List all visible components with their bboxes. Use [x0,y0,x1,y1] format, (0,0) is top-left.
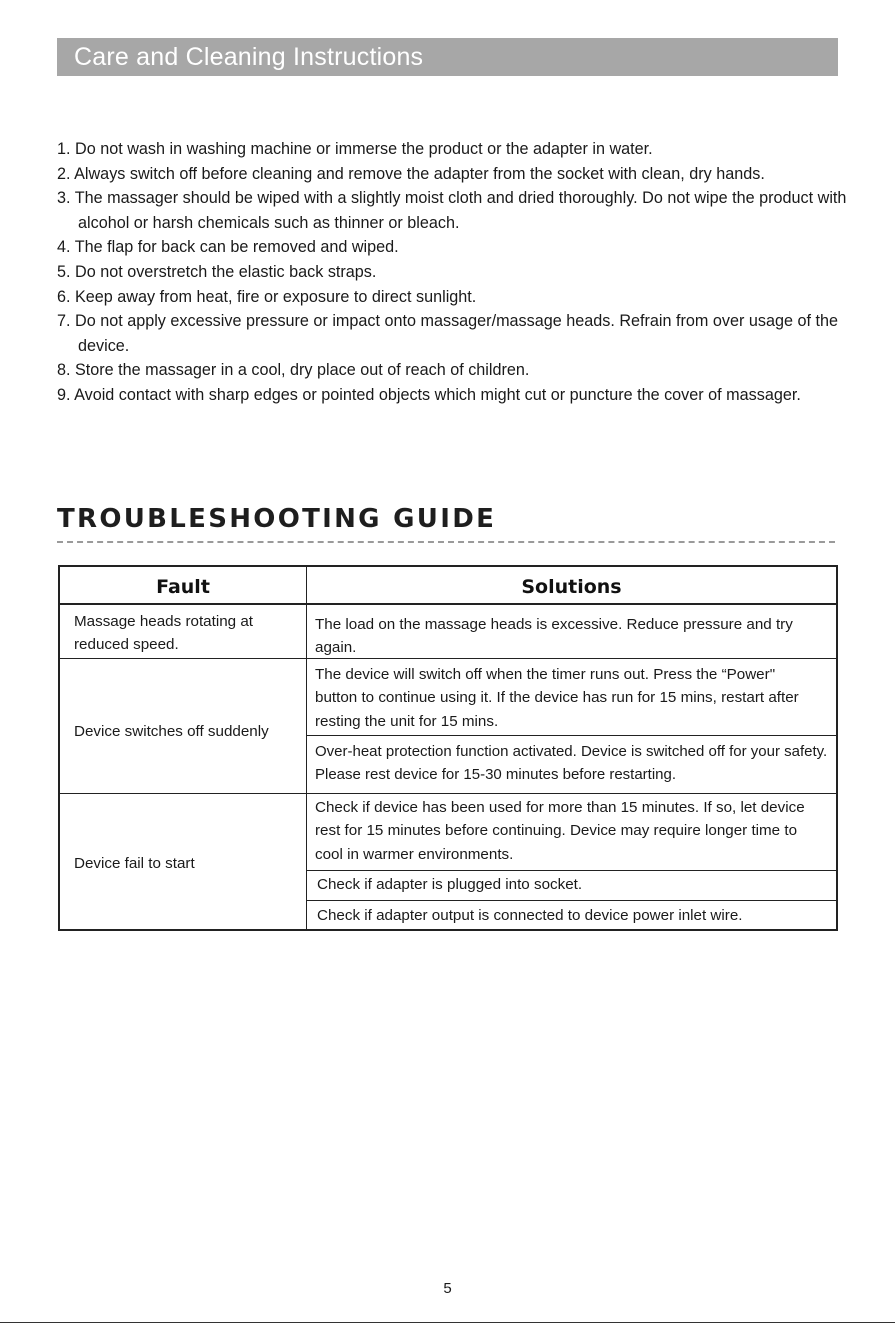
care-instructions-list [57,137,847,408]
troubleshooting-title: TROUBLESHOOTING GUIDE [57,504,497,534]
bottom-divider [0,1322,895,1323]
page-number: 5 [443,1280,452,1297]
table-subrow-divider [306,900,838,901]
table-row-divider [58,793,838,794]
care-item-5: 5. Do not overstretch the elastic back straps. [57,262,377,281]
fault-cell: Device fail to start [74,855,195,872]
solution-cell: Over-heat protection function activated. Device is switched off for your safety. Please rest device for 15-30 minutes before restarting. [315,743,828,784]
table-border-bottom [58,929,838,931]
table-subrow-divider [306,735,838,736]
table-border-left [58,565,60,931]
table-border-top [58,565,838,567]
fault-column-header: Fault [156,576,210,598]
care-section-heading: Care and Cleaning Instructions [74,43,424,71]
dashed-divider [57,541,835,543]
care-item-3: 3. The massager should be wiped with a slightly moist cloth and dried thoroughly. Do not wipe the product with alcohol or harsh chemicals such as thinner or bleach. [57,189,847,232]
care-item-6: 6. Keep away from heat, fire or exposure to direct sunlight. [57,287,477,306]
care-item-8: 8. Store the massager in a cool, dry place out of reach of children. [57,361,530,380]
table-column-divider [306,565,307,931]
fault-cell: Massage heads rotating at reduced speed. [74,613,253,654]
solutions-column-header: Solutions [521,576,622,598]
care-item-1: 1. Do not wash in washing machine or immerse the product or the adapter in water. [57,140,653,158]
solution-cell: Check if adapter is plugged into socket. [317,876,583,893]
table-header-divider [58,603,838,605]
solution-cell: The load on the massage heads is excessive. Reduce pressure and try again. [315,616,793,657]
table-border-right [836,565,838,931]
solution-cell: Check if device has been used for more than 15 minutes. If so, let device rest for 15 minutes before continuing. Device may require longer time to cool in warmer environments. [315,799,805,863]
fault-cell: Device switches off suddenly [74,723,269,740]
care-item-7: 7. Do not apply excessive pressure or impact onto massager/massage heads. Refrain from over usage of the device. [57,312,838,355]
care-item-4: 4. The flap for back can be removed and wiped. [57,238,399,257]
care-item-9: 9. Avoid contact with sharp edges or pointed objects which might cut or puncture the cover of massager. [57,385,801,404]
care-item-2: 2. Always switch off before cleaning and remove the adapter from the socket with clean, dry hands. [57,164,765,183]
table-subrow-divider [306,870,838,871]
care-section-heading-banner [57,38,838,76]
solution-cell: Check if adapter output is connected to device power inlet wire. [317,907,743,924]
solution-cell: The device will switch off when the timer runs out. Press the “Power" button to continue using it. If the device has run for 15 mins, restart after resting the unit for 15 mins. [315,666,799,730]
